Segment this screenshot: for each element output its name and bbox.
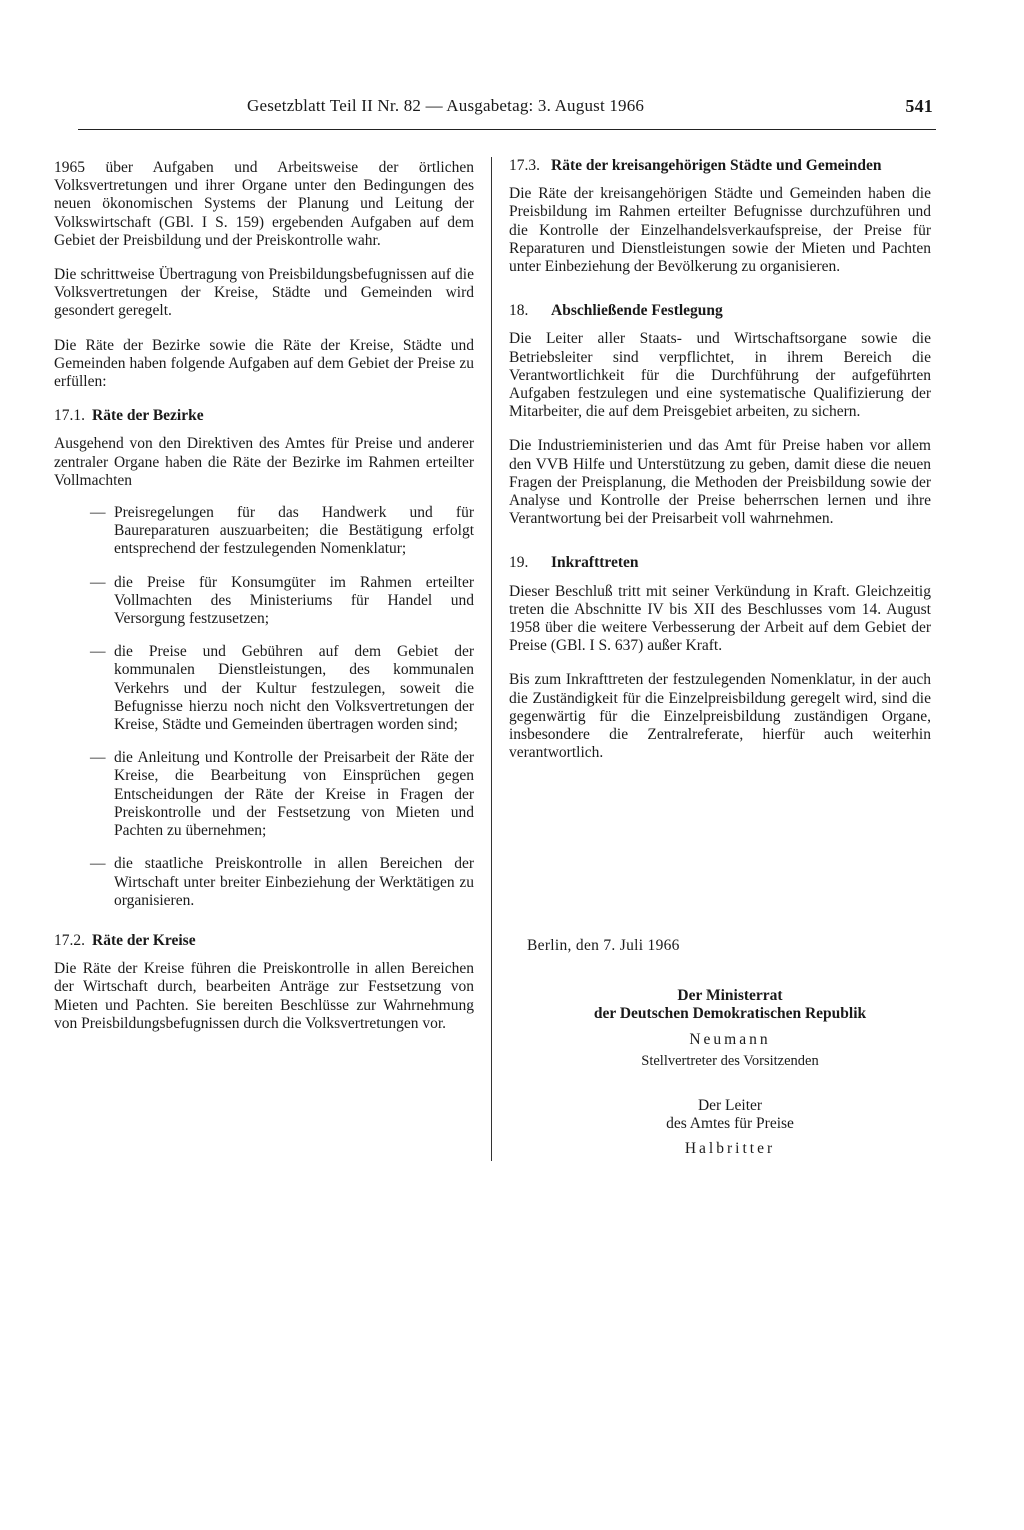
dash-bullet: —: [90, 643, 106, 661]
org-line: des Amtes für Preise: [666, 1115, 794, 1132]
section-heading-19: [509, 554, 931, 572]
right-column: [509, 157, 931, 778]
list-item-text: die Anleitung und Kontrolle der Preisarbeit der Räte der Kreise, die Bearbeitung von Einsprüchen gegen Entscheidungen der Räte der Kreise in Fragen der Preiskontrolle und der Festsetzung von Mieten und Pachten zu übernehmen;: [114, 749, 474, 840]
dash-bullet: —: [90, 749, 106, 767]
paragraph: Die Leiter aller Staats- und Wirtschaftsorgane sowie die Betriebsleiter sind verpflichtet, in ihrem Bereich die Verantwortlichkeit für die Durchführung der aufgeführten Aufgaben festzulegen und eine systematische Qualifizierung der Mitarbeiter, die auf dem Preisgebiet arbeiten, zu sichern.: [509, 330, 931, 421]
list-item-text: die Preise für Konsumgüter im Rahmen erteilter Vollmachten des Ministeriums für Handel und Versorgung festzusetzen;: [114, 573, 474, 628]
dash-bullet: —: [90, 504, 106, 522]
paragraph: Dieser Beschluß tritt mit seiner Verkündung in Kraft. Gleichzeitig treten die Abschnitte IV bis XII des Beschlusses vom 14. August 1958 über die weitere Verbesserung der Arbeit auf dem Gebiet der Preise (GBl. I S. 637) außer Kraft.: [509, 582, 931, 655]
signatory-organization: [540, 987, 920, 1023]
section-number: 17.1.: [54, 407, 85, 425]
list-item: [90, 855, 474, 910]
paragraph: 1965 über Aufgaben und Arbeitsweise der örtlichen Volksvertretungen und ihrer Organe unter den Bedingungen des neuen ökonomischen Systems der Planung und Leitung der Volkswirtschaft (GBl. I S. 159) ergebenden Aufgaben auf dem Gebiet der Preisbildung und der Preiskontrolle wahr.: [54, 159, 474, 249]
section-number: 17.3.: [509, 157, 540, 174]
org-line: Der Ministerrat: [677, 987, 783, 1004]
org-line: Der Leiter: [697, 1097, 763, 1114]
signatory-name: Neumann: [689, 1031, 771, 1048]
section-number: 19.: [509, 554, 529, 572]
place-and-date: Berlin, den 7. Juli 1966: [527, 937, 680, 954]
section-heading-17-2: [54, 932, 474, 950]
section-number: 18.: [509, 302, 529, 320]
paragraph: Die Industrieministerien und das Amt für Preise haben vor allem den VVB Hilfe und Unterstützung zu geben, damit diese die neuen Fragen der Preisplanung, die Methoden der Preisbildung sowie der Analyse und Kontrolle der Preise beherrschen lernen und ihre Verantwortung bei der Preisarbeit voll wahrnehmen.: [509, 437, 931, 528]
list-item: [90, 504, 474, 559]
paragraph: Die Räte der Kreise führen die Preiskontrolle in allen Bereichen der Wirtschaft durch, bearbeiten Anträge zur Festsetzung von Mieten und Pachten. Sie bereiten Beschlüsse zur Wahrnehmung von Preisbildungsbefugnissen durch die Volksvertretungen vor.: [54, 960, 474, 1032]
page-number: 541: [905, 96, 933, 116]
section-title: Inkrafttreten: [551, 554, 639, 572]
section-heading-18: [509, 302, 931, 320]
list-item: [90, 749, 474, 840]
section-heading-17-1: [54, 407, 474, 425]
signatory-name-2: Halbritter: [684, 1140, 776, 1157]
paragraph: Die schrittweise Übertragung von Preisbildungsbefugnissen auf die Volksvertretungen der Kreise, Städte und Gemeinden wird gesondert geregelt.: [54, 266, 474, 320]
section-title: Räte der Kreise: [92, 931, 196, 949]
page-header: [247, 96, 933, 116]
left-column: [54, 159, 474, 1049]
list-item: [90, 574, 474, 629]
running-title: Gesetzblatt Teil II Nr. 82 — Ausgabetag: 3. August 1966: [247, 96, 645, 115]
signatory-organization-2: [540, 1097, 920, 1133]
list-item-text: die Preise und Gebühren auf dem Gebiet der kommunalen Dienstleistungen, des kommunalen Verkehrs und der Kultur festzulegen, soweit die Befugnisse hierzu noch nicht den Volksvertretungen der Kreise, Städte und Gemeinden übertragen worden sind;: [114, 643, 474, 734]
column-divider: [491, 157, 492, 1161]
dash-bullet: —: [90, 855, 106, 873]
paragraph: Die Räte der kreisangehörigen Städte und Gemeinden haben die Preisbildung im Rahmen erteilter Befugnisse durchzuführen und die Kontrolle der Einzelhandelsverkaufspreise, der Preise für Reparaturen und Dienstleistungen sowie der Mieten und Pachten unter Einbeziehung der Bevölkerung zu organisieren.: [509, 185, 931, 276]
paragraph: Bis zum Inkrafttreten der festzulegenden Nomenklatur, in der auch die Zuständigkeit für die Einzelpreisbildung geregelt wird, sind die gegenwärtig für die Einzelpreisbildung zuständigen Organe, insbesondere die Zentralreferate, hierfür auch weiterhin verantwortlich.: [509, 671, 931, 762]
dash-bullet: —: [90, 573, 106, 591]
section-title: Räte der kreisangehörigen Städte und Gemeinden: [551, 157, 882, 174]
paragraph: Ausgehend von den Direktiven des Amtes für Preise und anderer zentraler Organe haben die Räte der Bezirke im Rahmen erteilter Vollmachten: [54, 435, 474, 489]
section-title: Räte der Bezirke: [92, 407, 204, 425]
section-title: Abschließende Festlegung: [551, 302, 723, 320]
list-item-text: die staatliche Preiskontrolle in allen Bereichen der Wirtschaft unter breiter Einbeziehung der Werktätigen zu organisieren.: [114, 855, 474, 909]
section-number: 17.2.: [54, 931, 85, 949]
paragraph: Die Räte der Bezirke sowie die Räte der Kreise, Städte und Gemeinden haben folgende Aufgaben auf dem Gebiet der Preise zu erfüllen:: [54, 336, 474, 391]
signatory-role: Stellvertreter des Vorsitzenden: [641, 1053, 819, 1069]
list-item-text: Preisregelungen für das Handwerk und für Baureparaturen auszuarbeiten; die Bestätigung erfolgt entsprechend der festzulegenden Nomenklatur;: [114, 504, 474, 558]
header-rule: [78, 129, 936, 130]
section-heading-17-3: [509, 157, 931, 175]
org-line: der Deutschen Demokratischen Republik: [593, 1005, 867, 1022]
list-item: [90, 643, 474, 734]
